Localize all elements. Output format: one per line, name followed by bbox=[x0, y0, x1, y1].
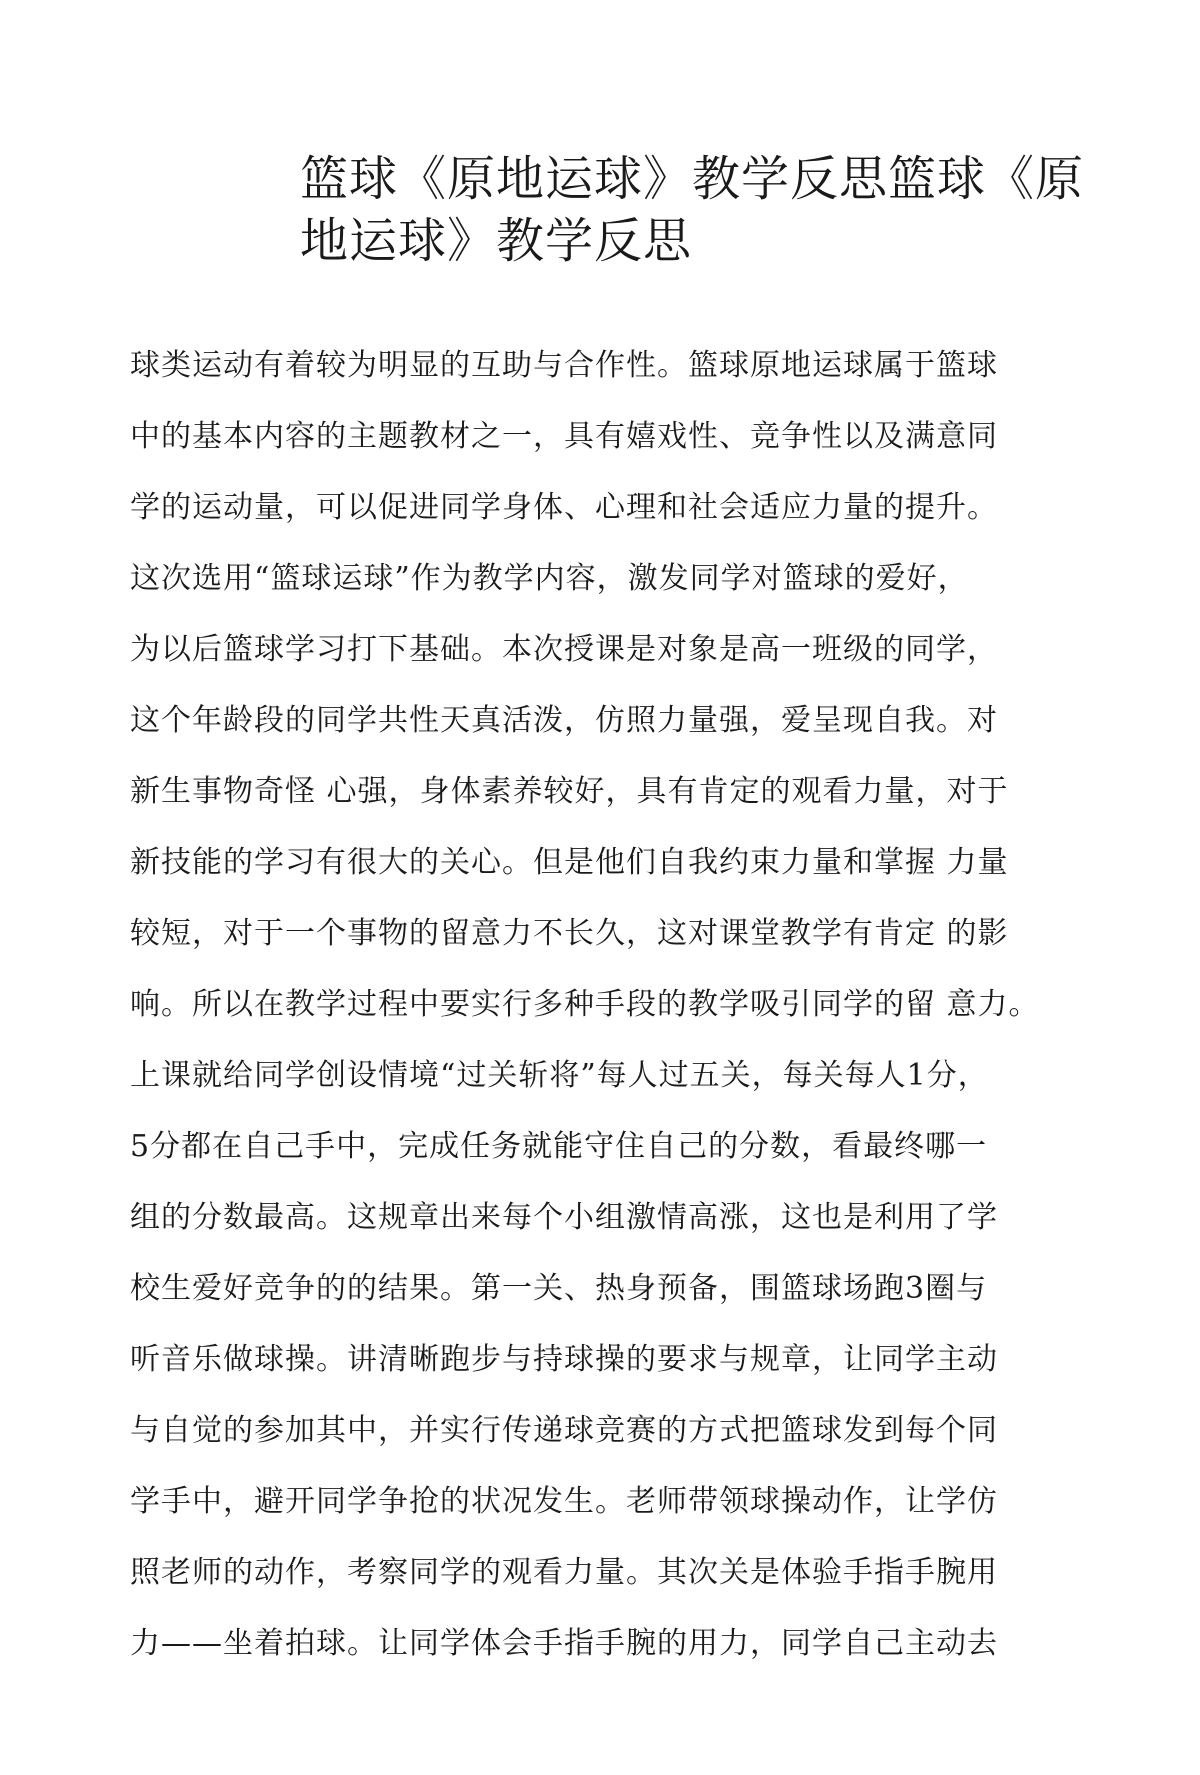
body-line-13: 组的分数最高。这规章出来每个小组激情高涨，这也是利用了学 bbox=[130, 1200, 998, 1235]
title-line-1: 篮球《原地运球》教学反思篮球《原 bbox=[300, 151, 1085, 207]
document-title bbox=[300, 148, 1100, 272]
body-line-5: 为以后篮球学习打下基础。本次授课是对象是高一班级的同学， bbox=[130, 632, 998, 667]
body-line-18: 照老师的动作，考察同学的观看力量。其次关是体验手指手腕用 bbox=[130, 1555, 998, 1590]
body-line-17: 学手中，避开同学争抢的状况发生。老师带领球操动作，让学仿 bbox=[130, 1484, 998, 1519]
body-line-11: 上课就给同学创设情境“过关斩将”每人过五关，每关每人1分， bbox=[130, 1058, 989, 1093]
body-line-15: 听音乐做球操。讲清晰跑步与持球操的要求与规章，让同学主动 bbox=[130, 1342, 998, 1377]
body-line-3: 学的运动量，可以促进同学身体、心理和社会适应力量的提升。 bbox=[130, 490, 998, 525]
body-line-6: 这个年龄段的同学共性天真活泼，仿照力量强，爱呈现自我。对 bbox=[130, 703, 998, 738]
title-line-2: 地运球》教学反思 bbox=[300, 213, 693, 269]
body-line-19: 力——坐着拍球。让同学体会手指手腕的用力，同学自己主动去 bbox=[130, 1626, 998, 1661]
body-line-2: 中的基本内容的主题教材之一，具有嬉戏性、竞争性以及满意同 bbox=[130, 419, 998, 454]
body-line-12: 5分都在自己手中，完成任务就能守住自己的分数，看最终哪一 bbox=[130, 1129, 988, 1164]
body-line-14: 校生爱好竞争的的结果。第一关、热身预备，围篮球场跑3圈与 bbox=[130, 1271, 988, 1306]
body-line-10: 响。所以在教学过程中要实行多种手段的教学吸引同学的留 意力。 bbox=[130, 987, 1040, 1022]
document-body bbox=[130, 330, 1130, 1679]
body-line-16: 与自觉的参加其中，并实行传递球竞赛的方式把篮球发到每个同 bbox=[130, 1413, 998, 1448]
body-line-9: 较短，对于一个事物的留意力不长久，这对课堂教学有肯定 的影 bbox=[130, 916, 1009, 951]
body-line-1: 球类运动有着较为明显的互助与合作性。篮球原地运球属于篮球 bbox=[130, 348, 998, 383]
body-line-4: 这次选用“篮球运球”作为教学内容，激发同学对篮球的爱好， bbox=[130, 561, 969, 596]
body-line-8: 新技能的学习有很大的关心。但是他们自我约束力量和掌握 力量 bbox=[130, 845, 1009, 880]
body-line-7: 新生事物奇怪 心强，身体素养较好，具有肯定的观看力量，对于 bbox=[130, 774, 1009, 809]
